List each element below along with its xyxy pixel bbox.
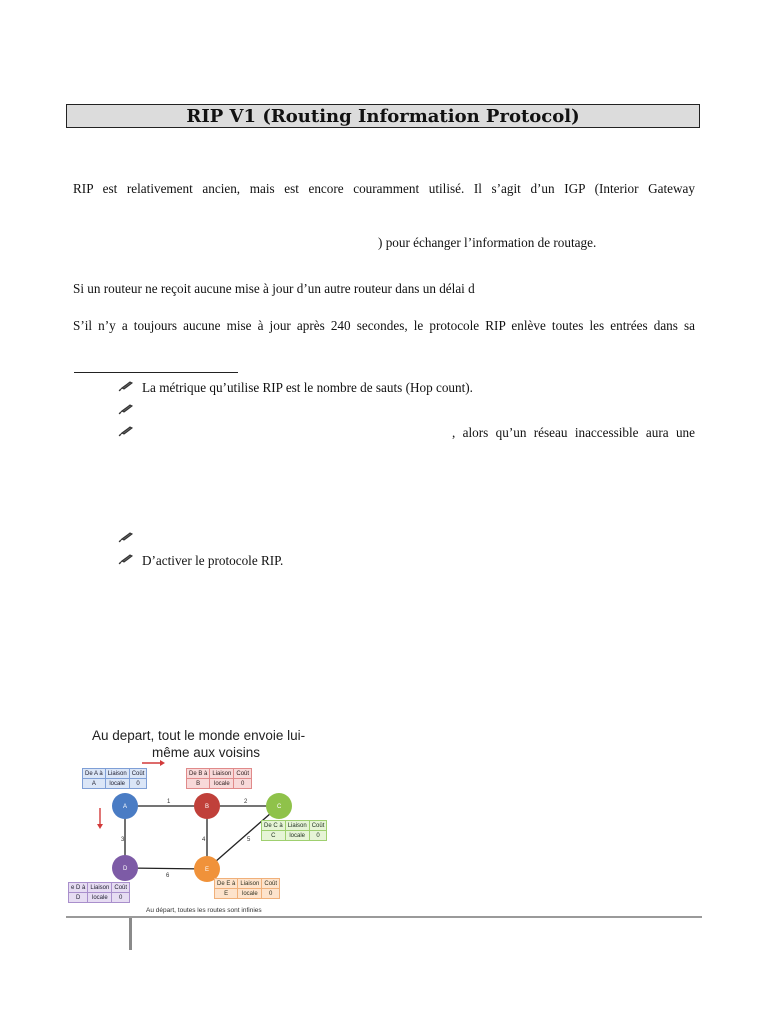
paragraph-1-line-1: RIP est relativement ancien, mais est encore couramment utilisé. Il s’agit d’un IGP (Interior Gateway (73, 181, 695, 196)
table-cell: 0 (129, 779, 147, 789)
routing-table-d (68, 882, 130, 903)
routing-table-a (82, 768, 147, 789)
table-cell: locale (105, 779, 129, 789)
table-cell: locale (238, 889, 262, 899)
arrow-right-icon (142, 760, 165, 766)
table-header-cell: e D à (69, 883, 88, 893)
cost-label-2: 2 (244, 799, 248, 805)
node-c-label: C (277, 804, 282, 810)
table-header-cell: Liaison (210, 769, 234, 779)
table-header-cell: De E à (215, 879, 238, 889)
figure-bottom-caption: Au départ, toutes les routes sont infinies (146, 907, 262, 914)
table-header-cell: Liaison (285, 821, 309, 831)
cost-label-6: 6 (166, 873, 170, 879)
table-cell: 0 (234, 779, 252, 789)
paragraph-2: Si un routeur ne reçoit aucune mise à jour d’un autre routeur dans un délai d (73, 281, 475, 296)
cost-label-5: 5 (247, 837, 251, 843)
node-a-label: A (123, 804, 128, 810)
table-cell: D (69, 893, 88, 903)
table-cell: locale (210, 779, 234, 789)
cost-label-4: 4 (202, 837, 206, 843)
pen-nib-icon (118, 531, 134, 543)
routing-table-e (214, 878, 280, 899)
node-b-label: B (205, 804, 210, 810)
document-title: RIP V1 (Routing Information Protocol) (186, 105, 580, 127)
figure-caption-line-1: Au depart, tout le monde envoie lui- (92, 728, 306, 743)
table-header-cell: Coût (309, 821, 327, 831)
table-header-cell: De B à (187, 769, 210, 779)
table-header-cell: De A à (83, 769, 106, 779)
arrow-down-icon (97, 808, 103, 829)
bullet-5-text: D’activer le protocole RIP. (142, 553, 284, 568)
cost-label-1: 1 (167, 799, 171, 805)
routing-table-b (186, 768, 252, 789)
table-header-cell: Coût (112, 883, 130, 893)
table-cell: locale (285, 831, 309, 841)
table-header-cell: Coût (129, 769, 147, 779)
table-cell: 0 (262, 889, 280, 899)
node-e-label: E (205, 867, 210, 873)
figure-caption-line-2: même aux voisins (152, 745, 261, 760)
footer-page-marker (129, 918, 132, 950)
table-cell: C (262, 831, 286, 841)
pen-nib-icon (118, 425, 134, 437)
cost-label-3: 3 (121, 837, 125, 843)
table-cell: locale (88, 893, 112, 903)
table-header-cell: Coût (234, 769, 252, 779)
table-header-cell: Liaison (105, 769, 129, 779)
table-cell: 0 (112, 893, 130, 903)
table-header-cell: Liaison (238, 879, 262, 889)
footnote-separator (74, 372, 238, 373)
node-d-label: D (123, 866, 128, 872)
footer-line (66, 916, 702, 918)
routing-table-c (261, 820, 327, 841)
pen-nib-icon (118, 403, 134, 415)
document-title-box (66, 104, 700, 128)
rip-topology-figure (66, 726, 366, 916)
table-cell: A (83, 779, 106, 789)
table-cell: B (187, 779, 210, 789)
table-cell: 0 (309, 831, 327, 841)
pen-nib-icon (118, 553, 134, 565)
table-header-cell: Liaison (88, 883, 112, 893)
table-cell: E (215, 889, 238, 899)
paragraph-1-line-2: ) pour échanger l’information de routage. (378, 235, 597, 250)
paragraph-3: S’il n’y a toujours aucune mise à jour après 240 secondes, le protocole RIP enlève toutes les entrées dans sa (73, 318, 695, 333)
bullet-1-text: La métrique qu’utilise RIP est le nombre de sauts (Hop count). (142, 380, 473, 395)
table-header-cell: Coût (262, 879, 280, 889)
pen-nib-icon (118, 380, 134, 392)
table-header-cell: De C à (262, 821, 286, 831)
bullet-3-text: , alors qu’un réseau inaccessible aura une (452, 425, 695, 440)
